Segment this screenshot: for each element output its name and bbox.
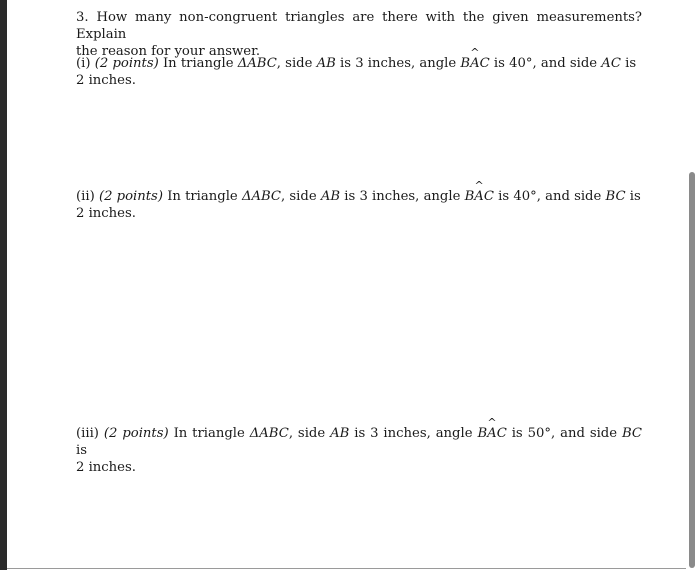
text-run: is 3 inches, angle bbox=[344, 189, 461, 204]
text-run: (i) bbox=[76, 56, 91, 71]
text-run: (2 points) bbox=[103, 426, 169, 441]
text-run: AB bbox=[330, 426, 350, 441]
text-run: B bbox=[460, 56, 471, 71]
text-run: , and side bbox=[536, 189, 602, 204]
text-run: , side bbox=[281, 189, 317, 204]
text-run: A bbox=[487, 426, 497, 441]
text-run: How many non-congruent triangles are there with the given measurements? Explain bbox=[76, 10, 643, 42]
text-run: ΔABC bbox=[237, 56, 277, 71]
text-run: , side bbox=[276, 56, 313, 71]
text-run: (iii) bbox=[76, 426, 99, 441]
text-run: In triangle bbox=[167, 189, 238, 204]
text-run: B bbox=[477, 426, 488, 441]
text-run: is bbox=[625, 56, 637, 71]
question-number: 3. bbox=[76, 10, 89, 25]
text-run: is bbox=[493, 56, 505, 71]
part-i-line-2: 2 inches. bbox=[76, 73, 136, 88]
part-iii bbox=[76, 416, 642, 476]
text-run: (ii) bbox=[76, 189, 95, 204]
text-run bbox=[487, 416, 497, 442]
text-run bbox=[474, 179, 484, 205]
part-ii-line-2: 2 inches. bbox=[76, 206, 136, 221]
text-run: is bbox=[511, 426, 523, 441]
text-run: is bbox=[76, 443, 87, 458]
text-run: , and side bbox=[532, 56, 598, 71]
text-run: B bbox=[464, 189, 475, 204]
scroll-thumb[interactable] bbox=[689, 172, 695, 568]
text-run bbox=[470, 46, 480, 72]
question-line-1 bbox=[76, 9, 642, 43]
text-run: A bbox=[470, 56, 480, 71]
part-ii bbox=[76, 179, 642, 222]
text-run: , and side bbox=[551, 426, 618, 441]
text-run: BC bbox=[605, 189, 626, 204]
text-run: A bbox=[474, 189, 484, 204]
text-run: 40° bbox=[513, 189, 537, 204]
part-ii-line-1 bbox=[76, 179, 642, 205]
text-run: 50° bbox=[527, 426, 551, 441]
vertical-scrollbar[interactable] bbox=[686, 0, 698, 570]
text-run: BC bbox=[621, 426, 642, 441]
text-run: In triangle bbox=[173, 426, 245, 441]
text-run: is 3 inches, angle bbox=[340, 56, 457, 71]
text-run: C bbox=[483, 189, 494, 204]
question-line-2: the reason for your answer. bbox=[76, 44, 261, 59]
text-run: 40° bbox=[509, 56, 533, 71]
text-run: In triangle bbox=[162, 56, 234, 71]
text-run: is bbox=[629, 189, 641, 204]
text-run: C bbox=[479, 56, 490, 71]
bottom-divider bbox=[7, 568, 686, 569]
text-run: AB bbox=[320, 189, 341, 204]
text-run: AB bbox=[316, 56, 336, 71]
text-run: (2 points) bbox=[98, 189, 163, 204]
text-run: ^ bbox=[487, 416, 497, 429]
text-run: ^ bbox=[470, 46, 480, 59]
text-run: C bbox=[496, 426, 507, 441]
part-iii-line-2: 2 inches. bbox=[76, 460, 136, 475]
text-run: ΔABC bbox=[241, 189, 282, 204]
text-run: (2 points) bbox=[94, 56, 159, 71]
text-run: ΔABC bbox=[249, 426, 289, 441]
text-run: AC bbox=[601, 56, 621, 71]
text-run: is 3 inches, angle bbox=[354, 426, 473, 441]
question-header bbox=[76, 9, 642, 60]
text-run: is bbox=[498, 189, 510, 204]
left-edge-bar bbox=[0, 0, 7, 570]
text-run: ^ bbox=[474, 179, 484, 192]
text-run: , side bbox=[288, 426, 326, 441]
part-iii-line-1 bbox=[76, 416, 642, 459]
